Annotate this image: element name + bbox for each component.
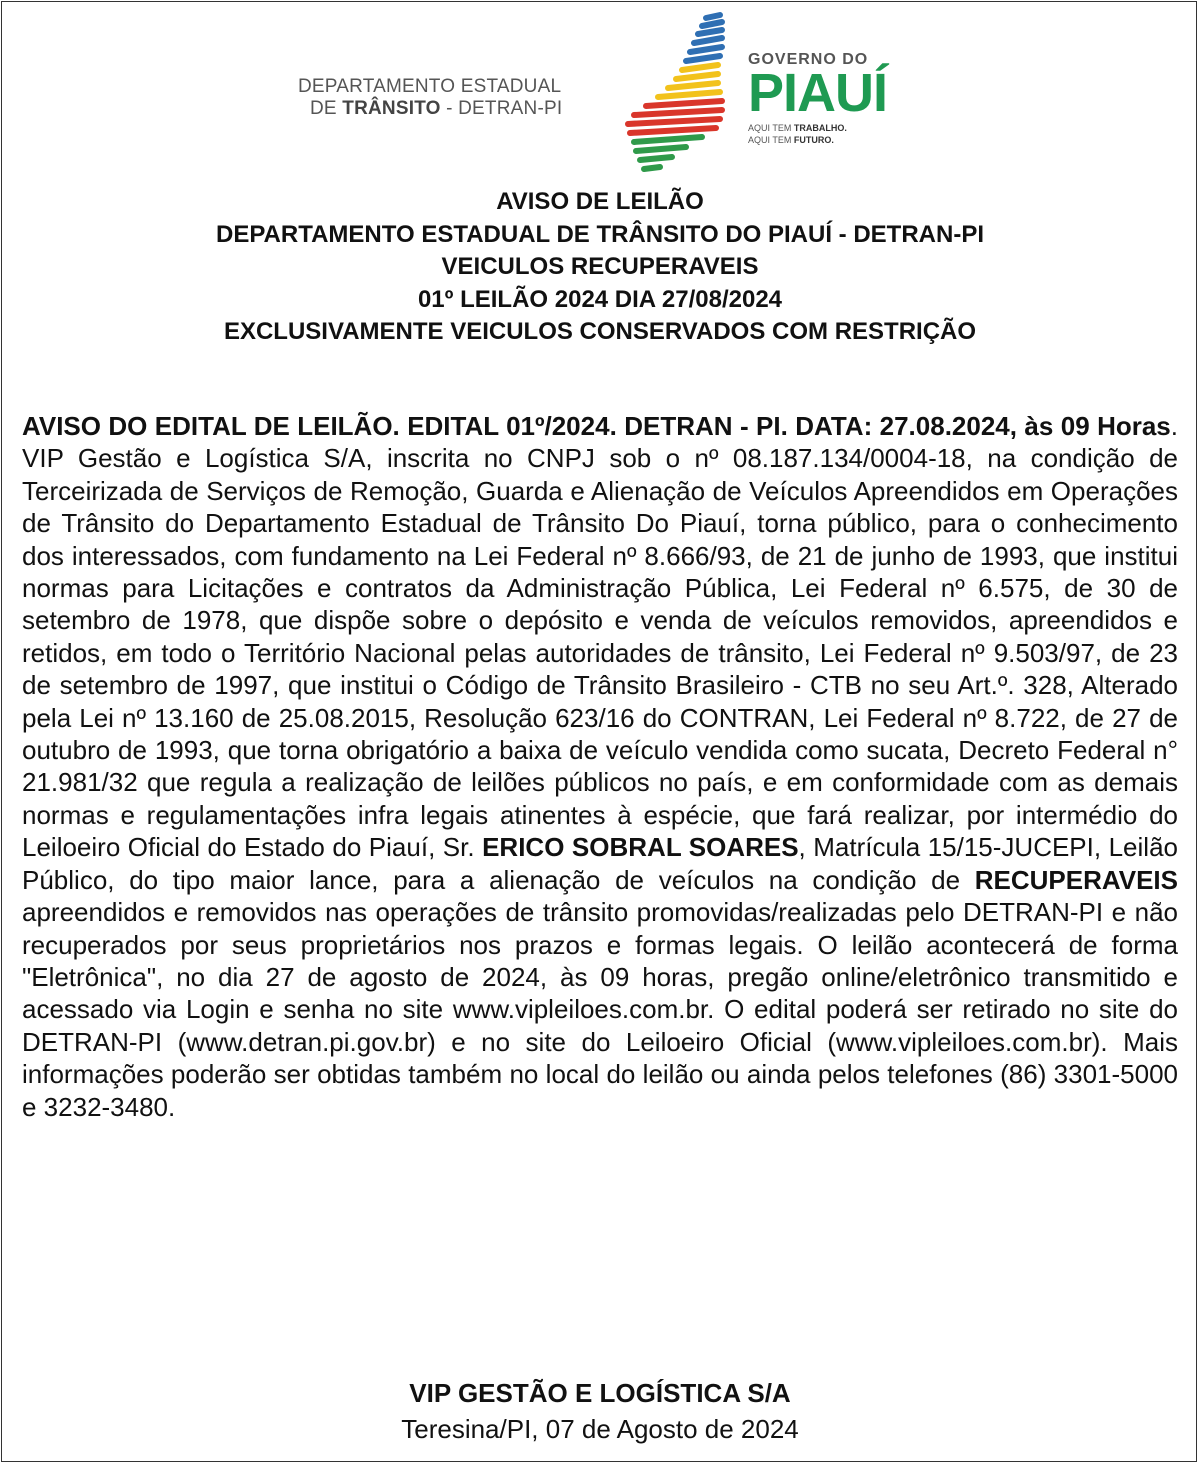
signature <box>0 1375 1200 1447</box>
signature-company: VIP GESTÃO E LOGÍSTICA S/A <box>409 1378 791 1408</box>
detran-logo-line1: DEPARTAMENTO ESTADUAL <box>298 76 562 97</box>
auctioneer-name: ERICO SOBRAL SOARES <box>482 832 799 863</box>
gov-tag-line2 <box>748 134 908 146</box>
governo-piaui-logo <box>748 52 908 146</box>
notice-lead: AVISO DO EDITAL DE LEILÃO. EDITAL 01º/2024. DETRAN - PI. DATA: 27.08.2024, às 09 Horas <box>22 411 1171 441</box>
detran-logo-prefix: DE <box>310 98 343 119</box>
detran-logo-suffix: - DETRAN-PI <box>440 98 563 119</box>
title-line-2: DEPARTAMENTO ESTADUAL DE TRÂNSITO DO PIAUÍ - DETRAN-PI <box>215 220 985 248</box>
notice-text-3: apreendidos e removidos nas operações de trânsito promovidas/realizadas pelo DETRAN-PI e não recuperados por seus proprietários nos prazos e formas legais. O leilão acontecerá de forma "Eletrônica", no dia 27 de agosto de 2024, às 09 horas, pregão online/eletrônico transmitido e acessado via Login e senha no site www.vipleiloes.com.br. O edital poderá ser retirado no site do DETRAN-PI (www.detran.pi.gov.br) e no site do Leiloeiro Oficial (www.vipleiloes.com.br). Mais informações poderão ser obtidas também no local do leilão ou ainda pelos telefones (86) 3301-5000 e 3232-3480. <box>22 897 1178 1122</box>
notice-paragraph <box>22 410 1178 1123</box>
piaui-map-icon <box>622 10 752 175</box>
title-line-3: VEICULOS RECUPERAVEIS <box>441 253 759 280</box>
gov-tag1-bold: TRABALHO. <box>793 123 847 133</box>
notice-text-2: , Matrícula 15/15-JUCEPI, Leilão Público, do tipo maior lance, para a alienação de veículos na condição de <box>22 832 1178 895</box>
signature-place-date: Teresina/PI, 07 de Agosto de 2024 <box>401 1414 799 1444</box>
vehicle-condition: RECUPERAVEIS <box>974 864 1178 895</box>
detran-logo-line2 <box>298 98 598 120</box>
gov-logo-tagline <box>748 122 908 146</box>
detran-logo-bold: TRÂNSITO <box>342 98 441 119</box>
header-logos <box>0 0 1200 180</box>
notice-text-1: . VIP Gestão e Logística S/A, inscrita no CNPJ sob o nº 08.187.134/0004-18, na condição de Terceirizada de Serviços de Remoção, Guarda e Alienação de Veículos Apreendidos em Operações de Trânsito do Departamento Estadual de Trânsito Do Piauí, torna público, para o conhecimento dos interessados, com fundamento na Lei Federal nº 8.666/93, de 21 de junho de 1993, que institui normas para Licitações e contratos da Administração Pública, Lei Federal nº 6.575, de 30 de setembro de 1978, que dispõe sobre o depósito e venda de veículos removidos, apreendidos e retidos, em todo o Território Nacional pelas autoridades de trânsito, Lei Federal nº 9.503/97, de 23 de setembro de 1997, que institui o Código de Trânsito Brasileiro - CTB no seu Art.º. 328, Alterado pela Lei nº 13.160 de 25.08.2015, Resolução 623/16 do CONTRAN, Lei Federal nº 8.722, de 27 de outubro de 1993, que torna obrigatório a baixa de veículo vendida como sucata, Decreto Federal n° 21.981/32 que regula a realização de leilões públicos no país, e em conformidade com as demais normas e regulamentações infra legais atinentes à espécie, que fará realizar, por intermédio do Leiloeiro Oficial do Estado do Piauí, Sr. <box>22 411 1178 863</box>
gov-tag1-prefix: AQUI TEM <box>748 123 794 133</box>
notice-title <box>0 186 1200 349</box>
gov-tag-line1 <box>748 122 908 134</box>
title-line-4: 01º LEILÃO 2024 DIA 27/08/2024 <box>417 285 783 313</box>
notice-body <box>22 410 1178 1123</box>
gov-tag2-prefix: AQUI TEM <box>748 135 794 145</box>
gov-logo-name: PIAUÍ <box>748 63 888 123</box>
gov-tag2-bold: FUTURO. <box>793 135 834 145</box>
gov-logo-top: GOVERNO DO <box>748 51 869 68</box>
title-line-1: AVISO DE LEILÃO <box>496 188 704 215</box>
title-line-5: EXCLUSIVAMENTE VEICULOS CONSERVADOS COM RESTRIÇÃO <box>223 318 977 345</box>
detran-logo <box>298 76 598 120</box>
